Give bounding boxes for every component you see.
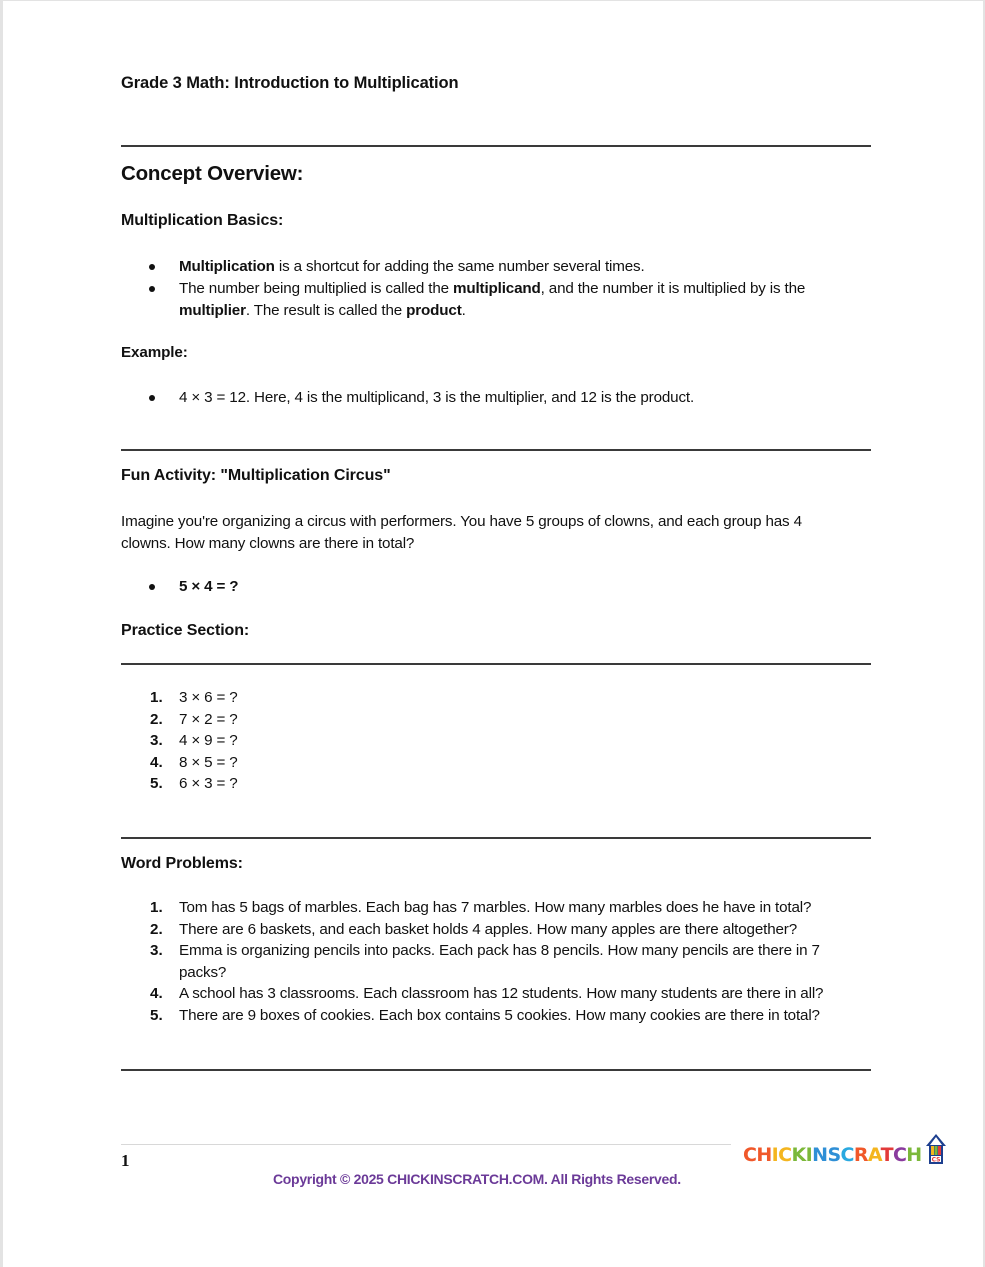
logo-letter: R — [853, 1144, 868, 1166]
bullet-icon — [149, 264, 155, 270]
basics-item-2 — [179, 278, 879, 321]
fun-activity-paragraph — [121, 511, 881, 554]
list-number: 1. — [150, 899, 163, 916]
word-problem-item-continuation: packs? — [179, 964, 227, 981]
fun-activity-equation: 5 × 4 = ? — [179, 578, 239, 595]
document-title: Grade 3 Math: Introduction to Multiplication — [121, 74, 459, 92]
chickinscratch-logo — [743, 1133, 947, 1170]
multiplication-basics-heading: Multiplication Basics: — [121, 212, 284, 229]
schoolhouse-pencils-icon — [925, 1133, 947, 1170]
logo-letter: I — [805, 1144, 813, 1166]
list-number: 5. — [150, 1007, 163, 1024]
logo-letter: S — [827, 1144, 841, 1166]
list-number: 4. — [150, 985, 163, 1002]
term-multiplier: multiplier — [179, 301, 246, 319]
term-product: product — [406, 301, 462, 319]
term-multiplication: Multiplication — [179, 258, 275, 275]
basics-item-1 — [179, 256, 879, 278]
text-span: . — [461, 301, 466, 319]
list-number: 2. — [150, 921, 163, 938]
logo-letter: T — [880, 1144, 893, 1166]
text-span: , and the number it is multiplied by is the — [540, 280, 806, 297]
example-heading: Example: — [121, 344, 188, 361]
fun-activity-heading: Fun Activity: "Multiplication Circus" — [121, 467, 391, 484]
practice-item: 6 × 3 = ? — [179, 775, 238, 792]
logo-letter: C — [778, 1144, 792, 1166]
divider — [121, 449, 871, 451]
practice-item: 4 × 9 = ? — [179, 732, 238, 749]
logo-letter: I — [771, 1144, 779, 1166]
paragraph-line: clowns. How many clowns are there in total? — [121, 534, 415, 552]
practice-item: 3 × 6 = ? — [179, 689, 238, 706]
logo-letter: C — [743, 1144, 757, 1166]
footer-divider — [121, 1144, 731, 1145]
term-multiplicand: multiplicand — [452, 280, 541, 297]
page-number: 1 — [121, 1151, 130, 1170]
divider — [121, 1069, 871, 1071]
basics-item-2-line1 — [179, 278, 879, 300]
list-number: 2. — [150, 711, 163, 728]
logo-letter: A — [867, 1144, 881, 1166]
text-span: The number being multiplied is called the — [179, 280, 453, 297]
logo-letter: C — [840, 1144, 854, 1166]
copyright-notice: Copyright © 2025 CHICKINSCRATCH.COM. All Rights Reserved. — [273, 1171, 681, 1187]
logo-letter: K — [791, 1144, 806, 1166]
list-number: 3. — [150, 942, 163, 959]
word-problems-heading: Word Problems: — [121, 855, 243, 872]
logo-letter: H — [756, 1144, 772, 1166]
bullet-icon — [149, 286, 155, 292]
svg-text:CS: CS — [931, 1156, 941, 1164]
basics-item-2-line2 — [179, 300, 879, 322]
divider — [121, 837, 871, 839]
list-number: 3. — [150, 732, 163, 749]
basics-item-1-text: is a shortcut for adding the same number several times. — [274, 258, 645, 275]
list-number: 4. — [150, 754, 163, 771]
logo-wordmark — [743, 1140, 922, 1170]
concept-overview-heading: Concept Overview: — [121, 162, 304, 185]
list-number: 5. — [150, 775, 163, 792]
practice-heading: Practice Section: — [121, 622, 250, 639]
practice-item: 8 × 5 = ? — [179, 754, 238, 771]
bullet-icon — [149, 395, 155, 401]
list-number: 1. — [150, 689, 163, 706]
bullet-icon — [149, 584, 155, 590]
practice-item: 7 × 2 = ? — [179, 711, 238, 728]
word-problem-item: A school has 3 classrooms. Each classroom has 12 students. How many students are there in all? — [179, 985, 824, 1002]
example-item: 4 × 3 = 12. Here, 4 is the multiplicand, 3 is the multiplier, and 12 is the product. — [179, 389, 695, 406]
logo-letter: C — [892, 1144, 907, 1166]
word-problem-item: There are 6 baskets, and each basket holds 4 apples. How many apples are there altogether? — [179, 921, 798, 938]
word-problem-item: There are 9 boxes of cookies. Each box contains 5 cookies. How many cookies are there in total? — [179, 1007, 820, 1024]
paragraph-line: Imagine you're organizing a circus with performers. You have 5 groups of clowns, and each group has 4 — [121, 513, 802, 530]
logo-letter: H — [906, 1144, 922, 1166]
divider — [121, 663, 871, 665]
word-problem-item: Tom has 5 bags of marbles. Each bag has 7 marbles. How many marbles does he have in total? — [179, 899, 812, 916]
logo-letter: N — [812, 1144, 828, 1166]
word-problem-item: Emma is organizing pencils into packs. Each pack has 8 pencils. How many pencils are there in 7 — [179, 942, 820, 959]
divider — [121, 145, 871, 147]
text-span: . The result is called the — [245, 301, 407, 319]
